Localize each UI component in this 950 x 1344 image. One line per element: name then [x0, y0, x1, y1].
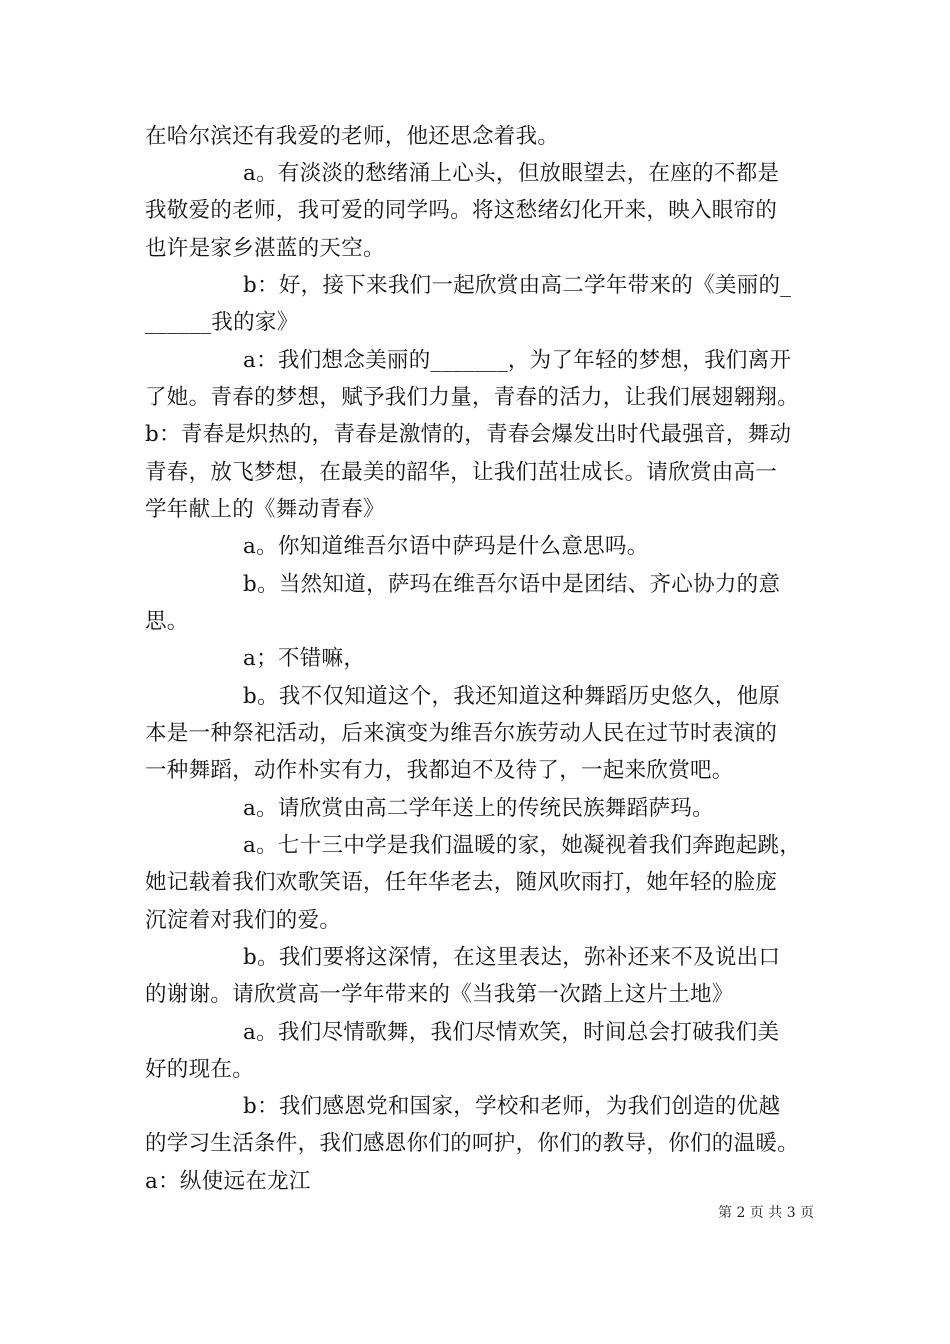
text-line: b。当然知道，萨玛在维吾尔语中是团结、齐心协力的意	[243, 572, 781, 597]
text-line: a。请欣赏由高二学年送上的传统民族舞蹈萨玛。	[243, 796, 714, 821]
text-line: a：纵使远在龙江	[145, 1169, 311, 1194]
text-line: 在哈尔滨还有我爱的老师，他还思念着我。	[145, 124, 560, 149]
text-line: 学年献上的《舞动青春》	[145, 497, 385, 522]
page-number: 第 2 页 共 3 页	[718, 1205, 815, 1221]
text-line: b：好，接下来我们一起欣赏由高二学年带来的《美丽的_	[243, 273, 792, 298]
text-line: 青春，放飞梦想，在最美的韶华，让我们茁壮成长。请欣赏由高一	[145, 460, 778, 485]
text-line: a。你知道维吾尔语中萨玛是什么意思吗。	[243, 534, 649, 559]
text-line: 也许是家乡湛蓝的天空。	[145, 236, 385, 261]
text-line: b：我们感恩党和国家，学校和老师，为我们创造的优越	[243, 1094, 781, 1119]
text-line: 她记载着我们欢歌笑语，任年华老去，随风吹雨打，她年轻的脸庞	[145, 870, 778, 895]
text-line: a。七十三中学是我们温暖的家，她凝视着我们奔跑起跳，	[243, 833, 802, 858]
text-line: a：我们想念美丽的_______，为了年轻的梦想，我们离开	[243, 348, 792, 373]
text-line: 的谢谢。请欣赏高一学年带来的《当我第一次踏上这片土地》	[145, 982, 734, 1007]
text-line: ______我的家》	[145, 310, 299, 335]
text-line: 我敬爱的老师，我可爱的同学吗。将这愁绪幻化开来，映入眼帘的	[145, 198, 778, 223]
text-line: 好的现在。	[145, 1057, 255, 1082]
text-line: b：青春是炽热的，青春是激情的，青春会爆发出时代最强音，舞动	[145, 422, 792, 447]
text-line: b。我不仅知道这个，我还知道这种舞蹈历史悠久，他原	[243, 684, 781, 709]
text-line: 思。	[145, 609, 189, 634]
text-line: b。我们要将这深情，在这里表达，弥补还来不及说出口	[243, 945, 781, 970]
text-line: 沉淀着对我们的爱。	[145, 908, 342, 933]
text-line: 一种舞蹈，动作朴实有力，我都迫不及待了，一起来欣赏吧。	[145, 758, 734, 783]
text-line: a。我们尽情歌舞，我们尽情欢笑，时间总会打破我们美	[243, 1020, 780, 1045]
text-line: a。有淡淡的愁绪涌上心头，但放眼望去，在座的不都是	[243, 161, 780, 186]
text-line: 本是一种祭祀活动，后来演变为维吾尔族劳动人民在过节时表演的	[145, 721, 778, 746]
text-line: 的学习生活条件，我们感恩你们的呵护，你们的教导，你们的温暖。	[145, 1131, 800, 1156]
text-line: a；不错嘛，	[243, 646, 366, 671]
text-line: 了她。青春的梦想，赋予我们力量，青春的活力，让我们展翅翱翔。	[145, 385, 800, 410]
